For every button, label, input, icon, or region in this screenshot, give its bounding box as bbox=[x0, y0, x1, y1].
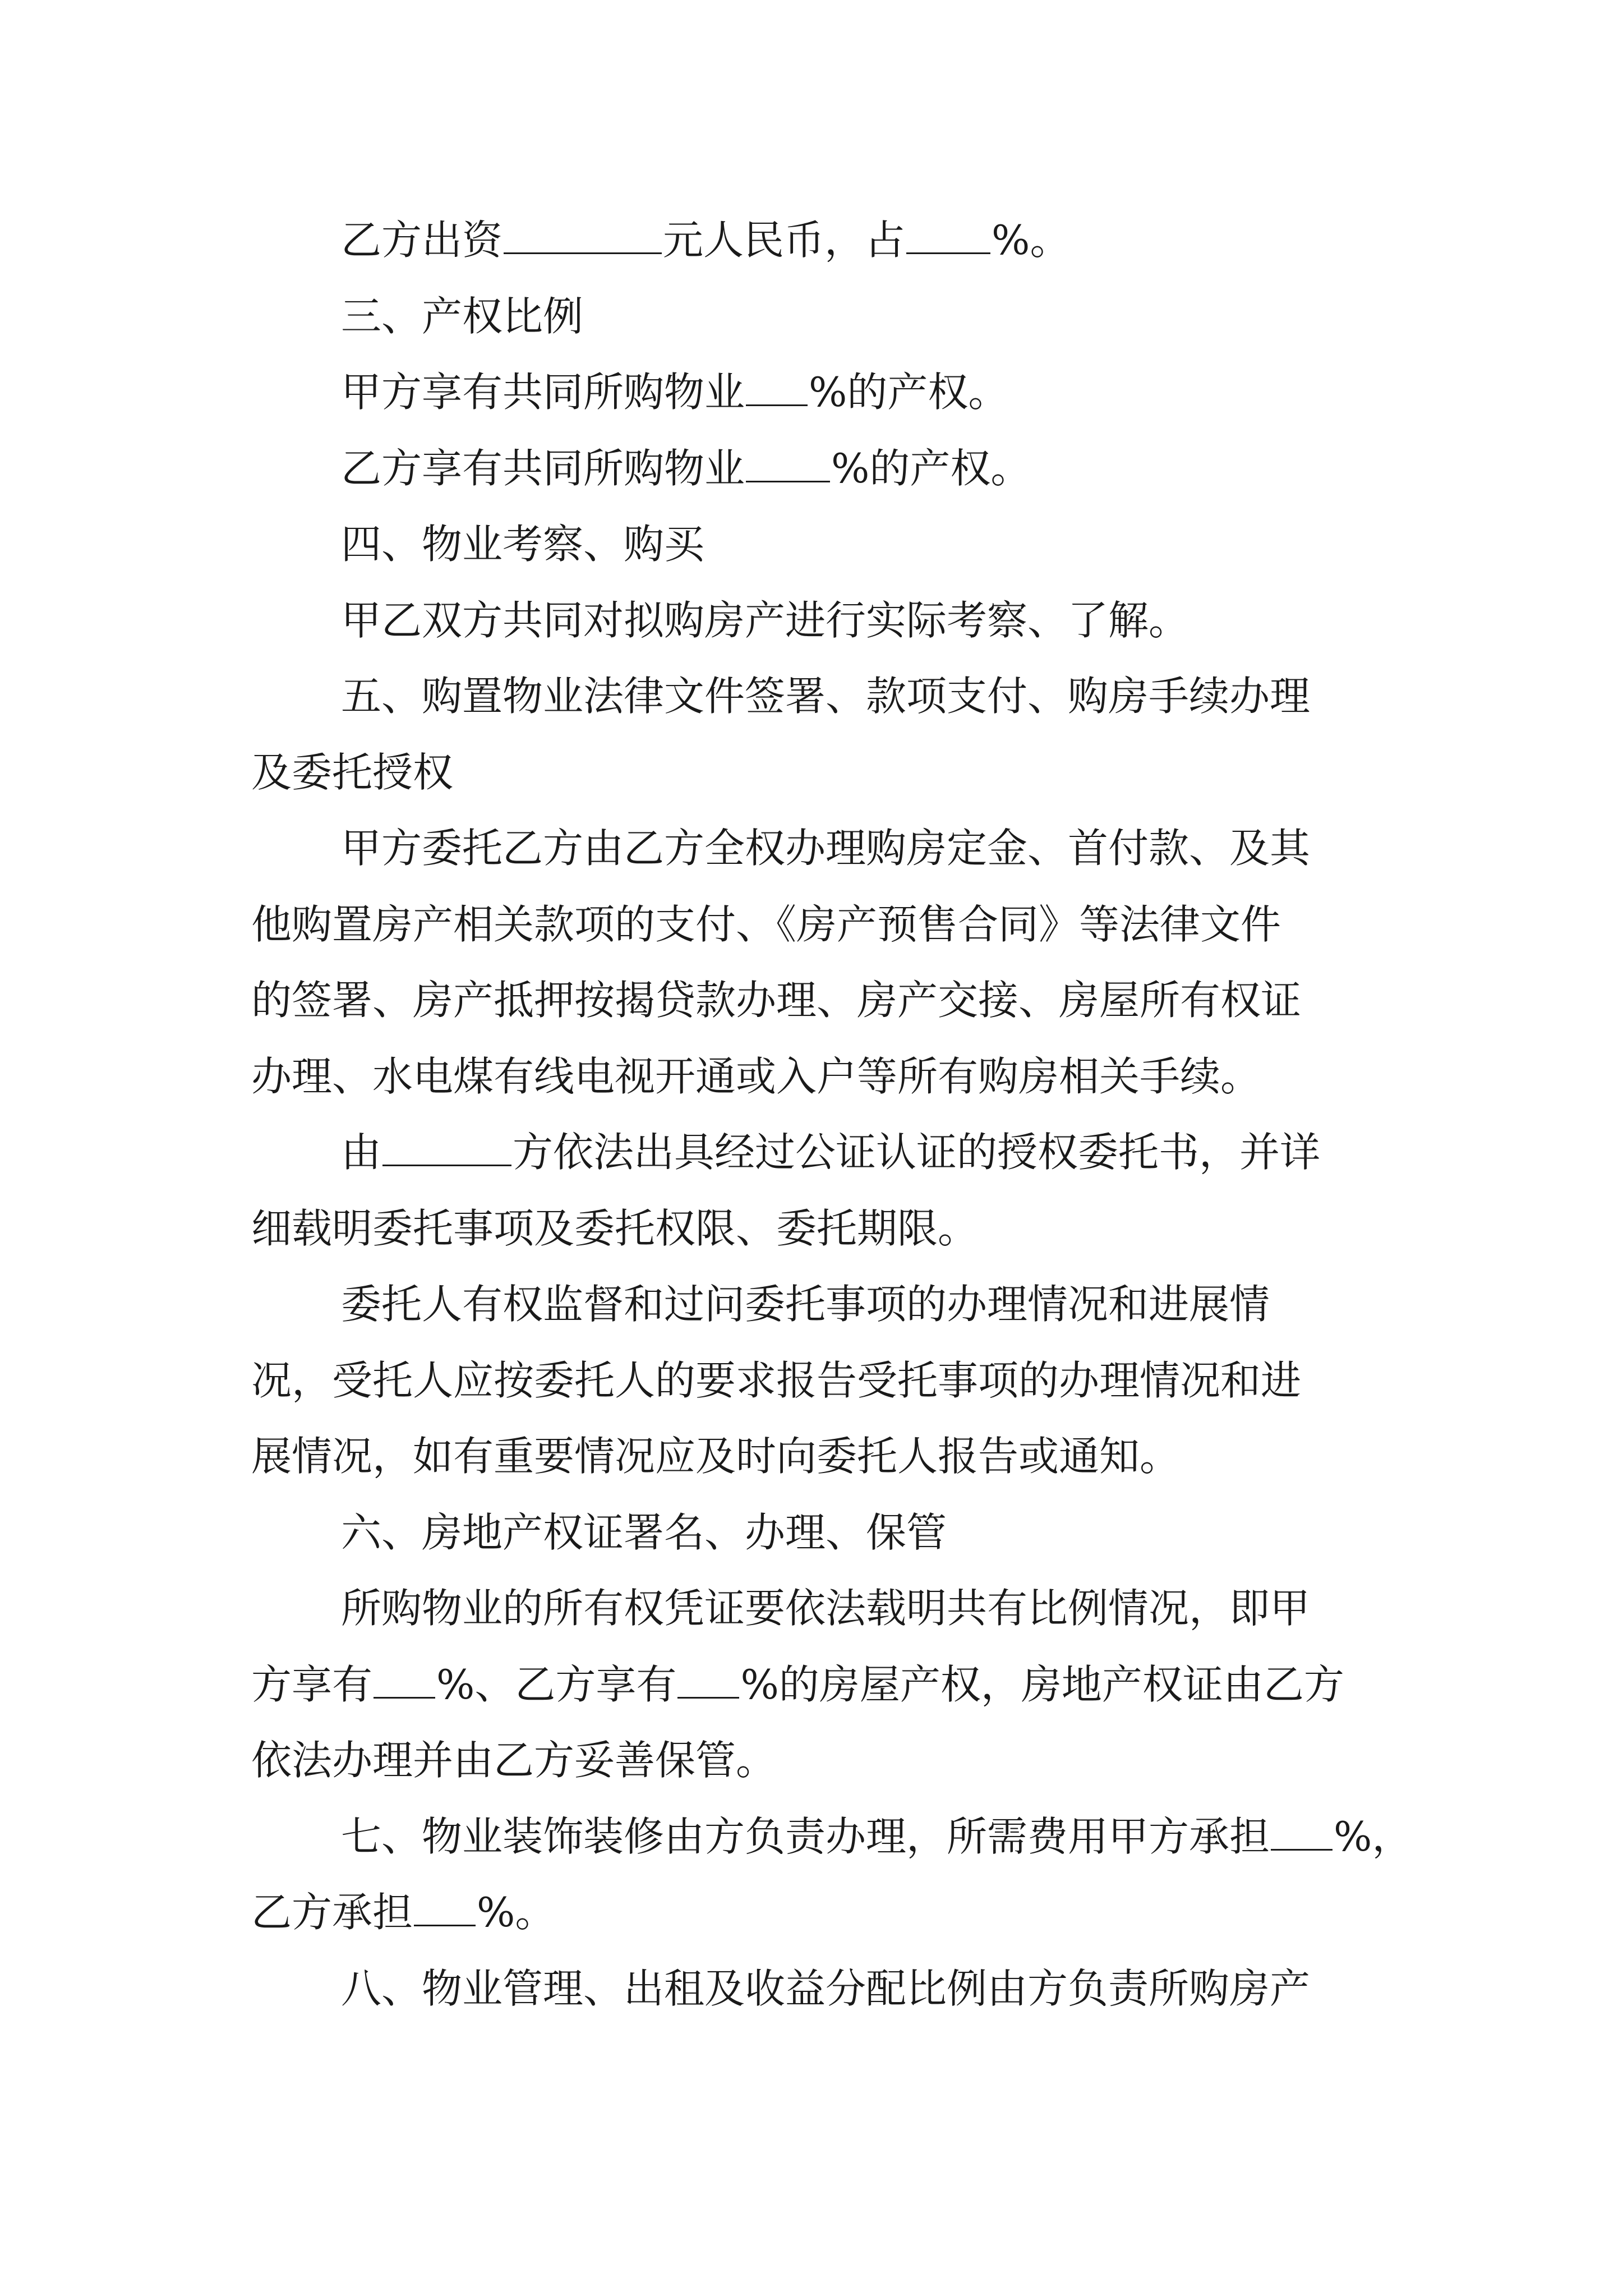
text-segment: %的房屋产权，房地产权证由乙方 bbox=[740, 1661, 1344, 1708]
line-share-a bbox=[341, 364, 1008, 420]
fill-blank bbox=[1271, 1810, 1332, 1851]
paragraph-line: 甲乙双方共同对拟购房产进行实际考察、了解。 bbox=[341, 597, 1189, 644]
section-heading-6: 六、房地产权证署名、办理、保管 bbox=[341, 1509, 947, 1556]
line-cost-b bbox=[251, 1884, 555, 1940]
text-segment: 元人民币，占 bbox=[663, 217, 906, 264]
paragraph-line: 委托人有权监督和过问委托事项的办理情况和进展情 bbox=[341, 1281, 1270, 1328]
section-heading-4: 四、物业考察、购买 bbox=[341, 521, 705, 568]
text-segment: 甲方享有共同所购物业 bbox=[341, 369, 745, 416]
fill-blank bbox=[374, 1658, 435, 1699]
line-authorization bbox=[341, 1124, 1320, 1180]
paragraph-line: 所购物业的所有权凭证要依法载明共有比例情况，即甲 bbox=[341, 1585, 1311, 1632]
section-heading-7 bbox=[341, 1809, 1412, 1865]
line-property-shares bbox=[251, 1657, 1344, 1713]
section-heading-5-cont: 及委托授权 bbox=[251, 749, 454, 796]
text-segment: 乙方承担 bbox=[251, 1889, 413, 1936]
fill-blank bbox=[906, 213, 990, 254]
fill-blank bbox=[382, 1125, 511, 1166]
paragraph-line: 展情况，如有重要情况应及时向委托人报告或通知。 bbox=[251, 1433, 1181, 1480]
paragraph-line: 细载明委托事项及委托权限、委托期限。 bbox=[251, 1205, 979, 1252]
text-segment: %。 bbox=[477, 1889, 556, 1936]
text-segment: 乙方出资 bbox=[341, 217, 503, 264]
text-segment: %、乙方享有 bbox=[436, 1661, 677, 1708]
text-segment: 由 bbox=[341, 1129, 382, 1176]
line-share-b bbox=[341, 440, 1031, 496]
section-heading-5: 五、购置物业法律文件签署、款项支付、购房手续办理 bbox=[341, 673, 1311, 720]
text-segment: 方依法出具经过公证认证的授权委托书，并详 bbox=[513, 1129, 1321, 1176]
line-investment-b bbox=[341, 212, 1070, 268]
paragraph-line: 甲方委托乙方由乙方全权办理购房定金、首付款、及其 bbox=[341, 825, 1311, 872]
text-segment: %的产权。 bbox=[831, 445, 1031, 492]
section-heading-8: 八、物业管理、出租及收益分配比例由方负责所购房产 bbox=[341, 1965, 1311, 2012]
paragraph-line: 办理、水电煤有线电视开通或入户等所有购房相关手续。 bbox=[251, 1053, 1261, 1100]
fill-blank bbox=[746, 365, 808, 406]
paragraph-line: 他购置房产相关款项的支付、《房产预售合同》等法律文件 bbox=[251, 901, 1281, 948]
text-segment: %， bbox=[1334, 1813, 1413, 1860]
paragraph-line: 的签署、房产抵押按揭贷款办理、房产交接、房屋所有权证 bbox=[251, 977, 1302, 1024]
paragraph-line: 依法办理并由乙方妥善保管。 bbox=[251, 1737, 777, 1784]
fill-blank bbox=[677, 1658, 739, 1699]
section-heading-3: 三、产权比例 bbox=[341, 293, 584, 340]
paragraph-line: 况，受托人应按委托人的要求报告受托事项的办理情况和进 bbox=[251, 1357, 1302, 1404]
text-segment: 乙方享有共同所购物业 bbox=[341, 445, 745, 492]
fill-blank bbox=[414, 1885, 476, 1926]
text-segment: %的产权。 bbox=[809, 369, 1009, 416]
fill-blank bbox=[746, 441, 830, 482]
text-segment: 七、物业装饰装修由方负责办理，所需费用甲方承担 bbox=[341, 1813, 1270, 1860]
text-segment: %。 bbox=[992, 217, 1071, 264]
fill-blank bbox=[504, 213, 662, 254]
text-segment: 方享有 bbox=[251, 1661, 373, 1708]
